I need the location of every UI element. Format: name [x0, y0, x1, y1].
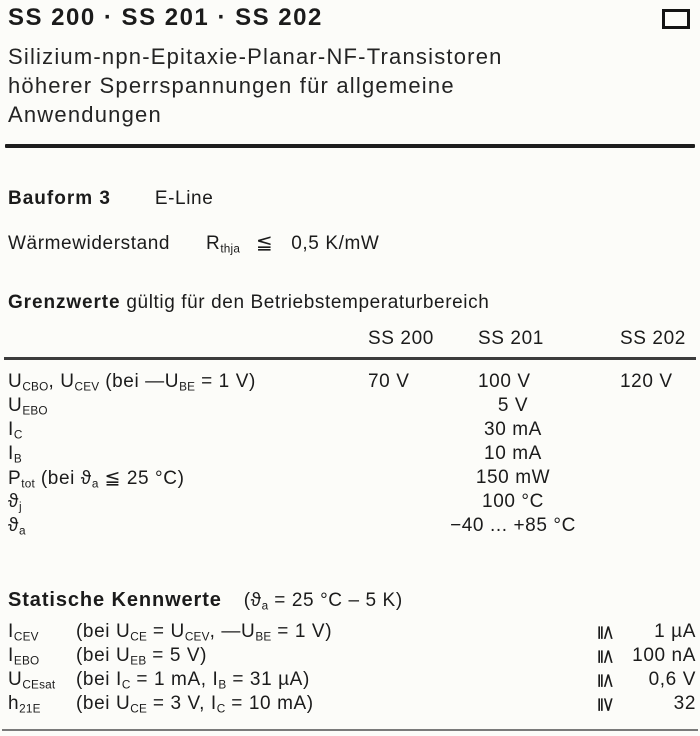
- param-label: $ϑ_j$: [8, 491, 22, 514]
- static-heading-label: Statische Kennwerte: [8, 589, 222, 611]
- characteristic-name: $I_{EBO}$: [8, 645, 40, 668]
- subtitle-line-1: Silizium-npn-Epitaxie-Planar-NF-Transistoren: [8, 44, 503, 69]
- bauform-label: Bauform 3: [8, 188, 111, 209]
- thermal-symbol: $R_{thja}$: [206, 233, 241, 256]
- limits-heading-bold: Grenzwerte: [8, 292, 121, 313]
- thermal-resistance-row: [8, 230, 379, 255]
- limits-heading-rest: gültig für den Betriebstemperaturbereich: [120, 292, 490, 313]
- relation-symbol: ≦: [595, 648, 617, 666]
- table-row: [8, 371, 696, 395]
- relation-symbol: ≦: [256, 232, 274, 254]
- characteristic-condition: (bei $U_{CE} = 3$ V, $I_C = 10$ mA): [76, 693, 314, 716]
- relation-symbol: ≧: [595, 696, 617, 714]
- param-label: $I_C$: [8, 419, 23, 442]
- characteristic-condition: (bei $I_C = 1$ mA, $I_B = 31$ µA): [76, 669, 310, 692]
- shared-value: 100 °C: [482, 491, 544, 512]
- static-characteristics-table: [8, 621, 696, 717]
- subtitle-line-3: Anwendungen: [8, 102, 162, 127]
- table-row: [8, 645, 696, 669]
- value-ss202: 120 V: [620, 371, 673, 392]
- thermal-value: 0,5 K/mW: [291, 233, 380, 254]
- table-row: [8, 621, 696, 645]
- shared-value: −40 ... +85 °C: [450, 515, 576, 536]
- param-label: $U_{EBO}$: [8, 395, 48, 418]
- table-row: [8, 515, 696, 539]
- table-row: [8, 443, 696, 467]
- table-row: [8, 669, 696, 693]
- bauform-row: [8, 188, 213, 210]
- column-header-ss201: SS 201: [478, 328, 544, 349]
- rectangle-outline-icon: [662, 9, 690, 29]
- table-row: [8, 491, 696, 515]
- subtitle: [8, 42, 503, 129]
- page-title: SS 200 · SS 201 · SS 202: [8, 4, 323, 31]
- value-ss201: 100 V: [478, 371, 531, 392]
- column-header-ss202: SS 202: [620, 328, 686, 349]
- characteristic-value: 32: [673, 693, 696, 714]
- static-characteristics-heading: [8, 589, 403, 612]
- bauform-value: E-Line: [154, 188, 214, 209]
- column-header-ss200: SS 200: [368, 328, 434, 349]
- limits-heading: [8, 292, 489, 314]
- shared-value: 30 mA: [484, 419, 542, 440]
- table-header-divider: [4, 357, 696, 360]
- characteristic-name: $U_{CEsat}$: [8, 669, 56, 692]
- characteristic-condition: (bei $U_{CE} = U_{CEV}$, $—U_{BE} = 1$ V): [76, 621, 333, 644]
- characteristic-value: 1 µA: [654, 621, 696, 642]
- bottom-divider: [2, 729, 698, 731]
- limits-table: [8, 371, 696, 539]
- relation-symbol: ≦: [595, 624, 617, 642]
- param-label: $I_B$: [8, 443, 22, 466]
- param-label: $ϑ_a$: [8, 515, 26, 538]
- param-label: $P_{tot}$ (bei $ϑ_a$ ≦ 25 °C): [8, 468, 185, 491]
- characteristic-value: 0,6 V: [648, 669, 696, 690]
- table-row: [8, 467, 696, 491]
- relation-symbol: ≦: [595, 672, 617, 690]
- characteristic-name: $I_{CEV}$: [8, 621, 39, 644]
- characteristic-value: 100 nA: [632, 645, 696, 666]
- subtitle-line-2: höherer Sperrspannungen für allgemeine: [8, 73, 455, 98]
- characteristic-condition: (bei $U_{EB} = 5$ V): [76, 645, 208, 668]
- limits-column-headers: [8, 328, 696, 352]
- thermal-label: Wärmewiderstand: [8, 233, 171, 254]
- param-label: $U_{CBO}$, $U_{CEV}$ (bei $—U_{BE} = 1$ V): [8, 371, 256, 394]
- shared-value: 5 V: [497, 395, 529, 416]
- value-ss200: 70 V: [368, 371, 410, 392]
- title-divider: [5, 144, 695, 148]
- shared-value: 150 mW: [475, 467, 551, 488]
- table-row: [8, 395, 696, 419]
- static-heading-condition: ($ϑ_a = 25$ °C – 5 K): [243, 590, 403, 613]
- table-row: [8, 693, 696, 717]
- characteristic-name: $h_{21E}$: [8, 693, 41, 716]
- shared-value: 10 mA: [484, 443, 542, 464]
- table-row: [8, 419, 696, 443]
